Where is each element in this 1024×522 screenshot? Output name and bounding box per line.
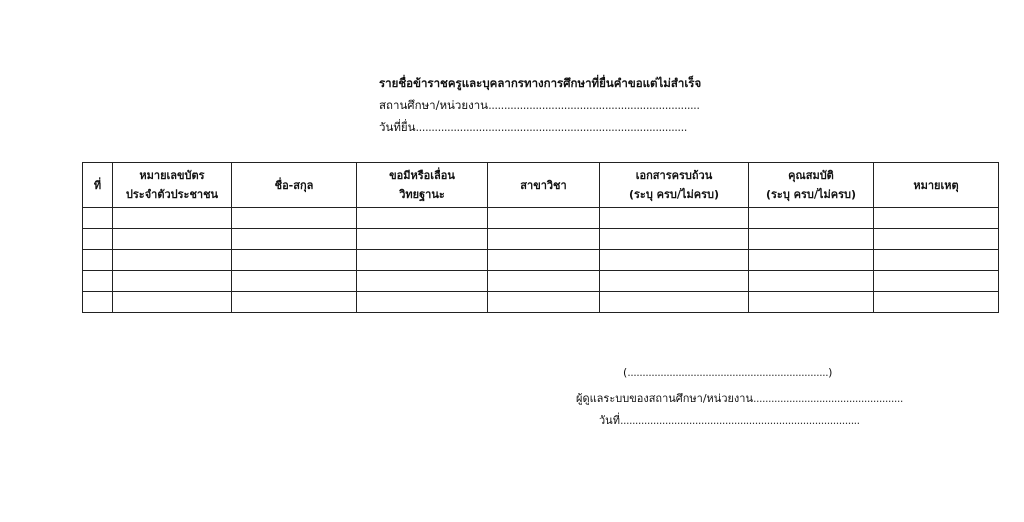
table-cell [357,229,488,250]
table-cell [488,292,600,313]
col-header-qualification: คุณสมบัติ (ระบุ ครบ/ไม่ครบ) [749,163,874,208]
signature-date-dots: ................................................................................ [619,414,860,427]
table-cell [749,250,874,271]
signature-role-dots: .................................................. [753,392,903,405]
submit-date-label: วันที่ยื่น [379,120,416,134]
col-header-name: ชื่อ-สกุล [232,163,357,208]
table-cell [113,208,232,229]
table-row [83,208,999,229]
table-cell [232,292,357,313]
table-cell [232,250,357,271]
col-header-academic-rank: ขอมีหรือเลื่อน วิทยฐานะ [357,163,488,208]
table-row [83,229,999,250]
table-cell [600,271,749,292]
school-line [379,94,701,116]
col-header-number: ที่ [83,163,113,208]
table-cell [83,292,113,313]
submit-date-line [379,116,701,138]
table-cell [488,229,600,250]
col-header-id-card: หมายเลขบัตร ประจำตัวประชาชน [113,163,232,208]
table-cell [874,229,999,250]
table-cell [749,292,874,313]
table-cell [357,250,488,271]
table-cell [874,292,999,313]
table-cell [600,250,749,271]
signature-open-paren: ( [623,366,628,379]
school-label: สถานศึกษา/หน่วยงาน [379,98,489,112]
table-row [83,292,999,313]
table-cell [874,250,999,271]
table-cell [357,208,488,229]
signature-date-label: วันที่ [599,414,620,427]
table-cell [874,208,999,229]
signature-close-paren: ) [828,366,833,379]
table-cell [600,292,749,313]
table-cell [232,229,357,250]
table-header-row [83,163,999,208]
table-cell [83,229,113,250]
table-cell [600,208,749,229]
table-cell [874,271,999,292]
col-header-remarks: หมายเหตุ [874,163,999,208]
signature-role-line [576,389,903,407]
table-cell [357,292,488,313]
table-cell [488,250,600,271]
signature-name-dots: ................................................................... [627,366,829,379]
form-title: รายชื่อข้าราชครูและบุคลากรทางการศึกษาที่ยื่นคำขอแต่ไม่สำเร็จ [379,76,702,90]
col-header-subject: สาขาวิชา [488,163,600,208]
signature-name-line [623,366,832,379]
table-cell [749,208,874,229]
table-body [83,208,999,313]
signature-date-line [599,411,860,429]
school-dots: ................................................................... [488,98,700,112]
table-cell [749,229,874,250]
table-cell [488,208,600,229]
table-cell [488,271,600,292]
form-header [379,72,701,138]
table-cell [83,271,113,292]
table-cell [232,208,357,229]
table-row [83,271,999,292]
applicant-table [82,162,999,313]
signature-role-label: ผู้ดูแลระบบของสถานศึกษา/หน่วยงาน [576,392,754,405]
table-cell [749,271,874,292]
table-cell [83,250,113,271]
table-cell [83,208,113,229]
table-row [83,250,999,271]
table-cell [600,229,749,250]
submit-date-dots: ...................................................................................... [415,120,687,134]
table-cell [357,271,488,292]
col-header-documents: เอกสารครบถ้วน (ระบุ ครบ/ไม่ครบ) [600,163,749,208]
table-cell [113,292,232,313]
table-cell [113,271,232,292]
table-cell [232,271,357,292]
table-cell [113,229,232,250]
table-cell [113,250,232,271]
